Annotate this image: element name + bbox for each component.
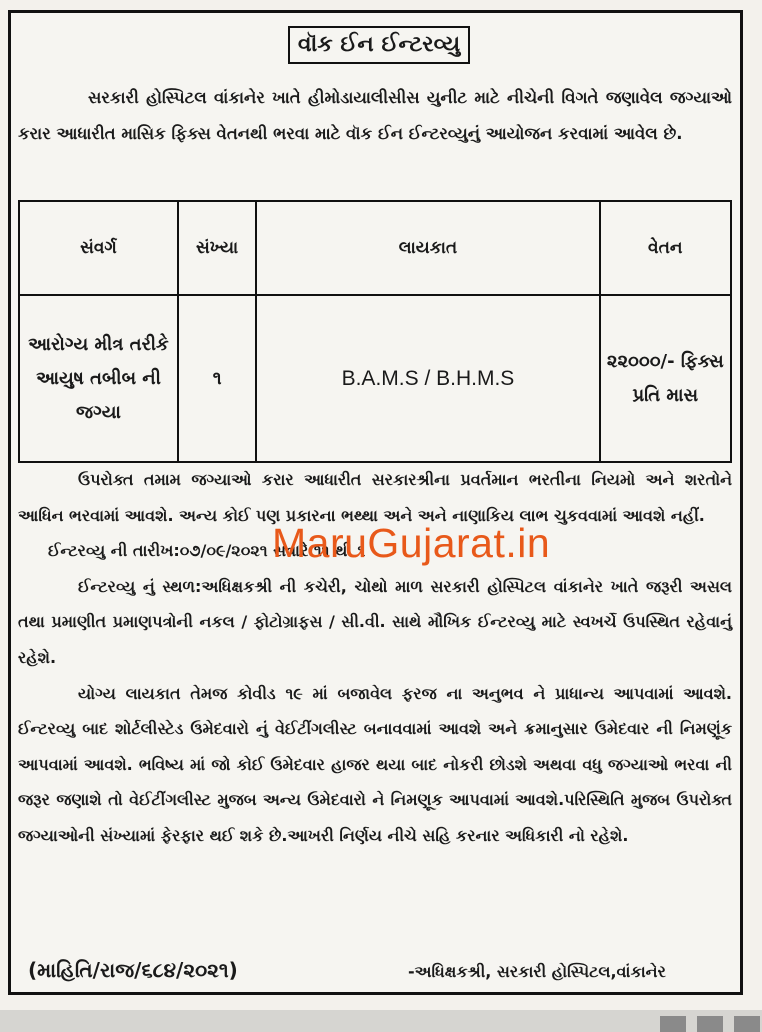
interview-date: ઈન્ટરવ્યુ ની તારીખ:૦૭/૦૯/૨૦૨૧ સવારે ૧૧ થી ૧ xyxy=(48,541,366,561)
cell-count: ૧ xyxy=(178,295,256,462)
header-count: સંખ્યા xyxy=(178,201,256,295)
posts-table xyxy=(18,200,732,463)
venue-paragraph: ઈન્ટરવ્યુ નું સ્થળ:અધિક્ષકશ્રી ની કચેરી, ચોથો માળ સરકારી હોસ્પિટલ વાંકાનેર ખાતે જરૂરી અસલ તથા પ્રમાણીત પ્રમાણપત્રોની નકલ / ફોટોગ્રાફસ / સી.વી. સાથે મૌખિક ઈન્ટરવ્યુ માટે સ્વખર્ચે ઉપસ્થિત રહેવાનું રહેશે. xyxy=(18,576,732,667)
table-row xyxy=(19,295,731,462)
reference-number: (માહિતિ/રાજ/૬૮૪/૨૦૨૧) xyxy=(28,958,238,982)
notice-title: વૉક ઈન ઈન્ટરવ્યુ xyxy=(288,26,470,64)
cell-cadre: આરોગ્ય મીત્ર તરીકે આયુષ તબીબ ની જગ્યા xyxy=(19,295,178,462)
terms-paragraph: ઉપરોક્ત તમામ જગ્યાઓ કરાર આધારીત સરકારશ્રીના પ્રવર્તમાન ભરતીના નિયમો અને શરતોને આધિન ભરવામાં આવશે. અન્ય કોઈ પણ પ્રકારના ભથ્થા અને અને નાણાકિય લાભ ચુકવવામાં આવશે નહીં. xyxy=(18,470,732,525)
preference-paragraph: યોગ્ય લાયકાત તેમજ કોવીડ ૧૯ માં બજાવેલ ફરજ ના અનુભવ ને પ્રાધાન્ય આપવામાં આવશે. ઈન્ટરવ્યુ બાદ શોર્ટલીસ્ટેડ ઉમેદવારો નું વેઈટીંગલીસ્ટ બનાવવામાં આવશે અને ક્રમાનુસાર ઉમેદવાર ની નિમણૂંક આપવામાં આવશે. ભવિષ્ય માં જો કોઈ ઉમેદવાર હાજર થયા બાદ નોકરી છોડશે અથવા વધુ જગ્યાઓ ભરવા ની જરૂર જણાશે તો વેઈટીંગલીસ્ટ મુજબ અન્ય ઉમેદવારો ને નિમણૂક આપવામાં આવશે.પરિસ્થિતિ મુજબ ઉપરોક્ત જગ્યાઓની સંખ્યામાં ફેરફાર થઈ શકે છે.આખરી નિર્ણય નીચે સહિ કરનાર અધિકારી નો રહેશે. xyxy=(18,683,732,845)
cell-qualification: B.A.M.S / B.H.M.S xyxy=(256,295,599,462)
thumbnail-placeholder xyxy=(734,1016,760,1032)
watermark: MaruGujarat.in xyxy=(272,520,551,566)
intro-paragraph: સરકારી હોસ્પિટલ વાંકાનેર ખાતે હીમોડાયાલીસીસ યુનીટ માટે નીચેની વિગતે જણાવેલ જગ્યાઓ કરાર આધારીત માસિક ફિક્સ વેતનથી ભરવા માટે વૉક ઈન ઈન્ટરવ્યુનું આયોજન કરવામાં આવેલ છે. xyxy=(18,88,732,143)
signatory: -અધિક્ષકશ્રી, સરકારી હોસ્પિટલ,વાંકાનેર xyxy=(408,962,666,981)
thumbnail-placeholder xyxy=(660,1016,686,1032)
thumbnail-placeholder xyxy=(697,1016,723,1032)
header-salary: વેતન xyxy=(600,201,731,295)
bottom-strip xyxy=(0,1010,762,1032)
header-qualification: લાયકાત xyxy=(256,201,599,295)
table-header-row xyxy=(19,201,731,295)
cell-salary: ૨૨૦૦૦/- ફિક્સ પ્રતિ માસ xyxy=(600,295,731,462)
header-cadre: સંવર્ગ xyxy=(19,201,178,295)
